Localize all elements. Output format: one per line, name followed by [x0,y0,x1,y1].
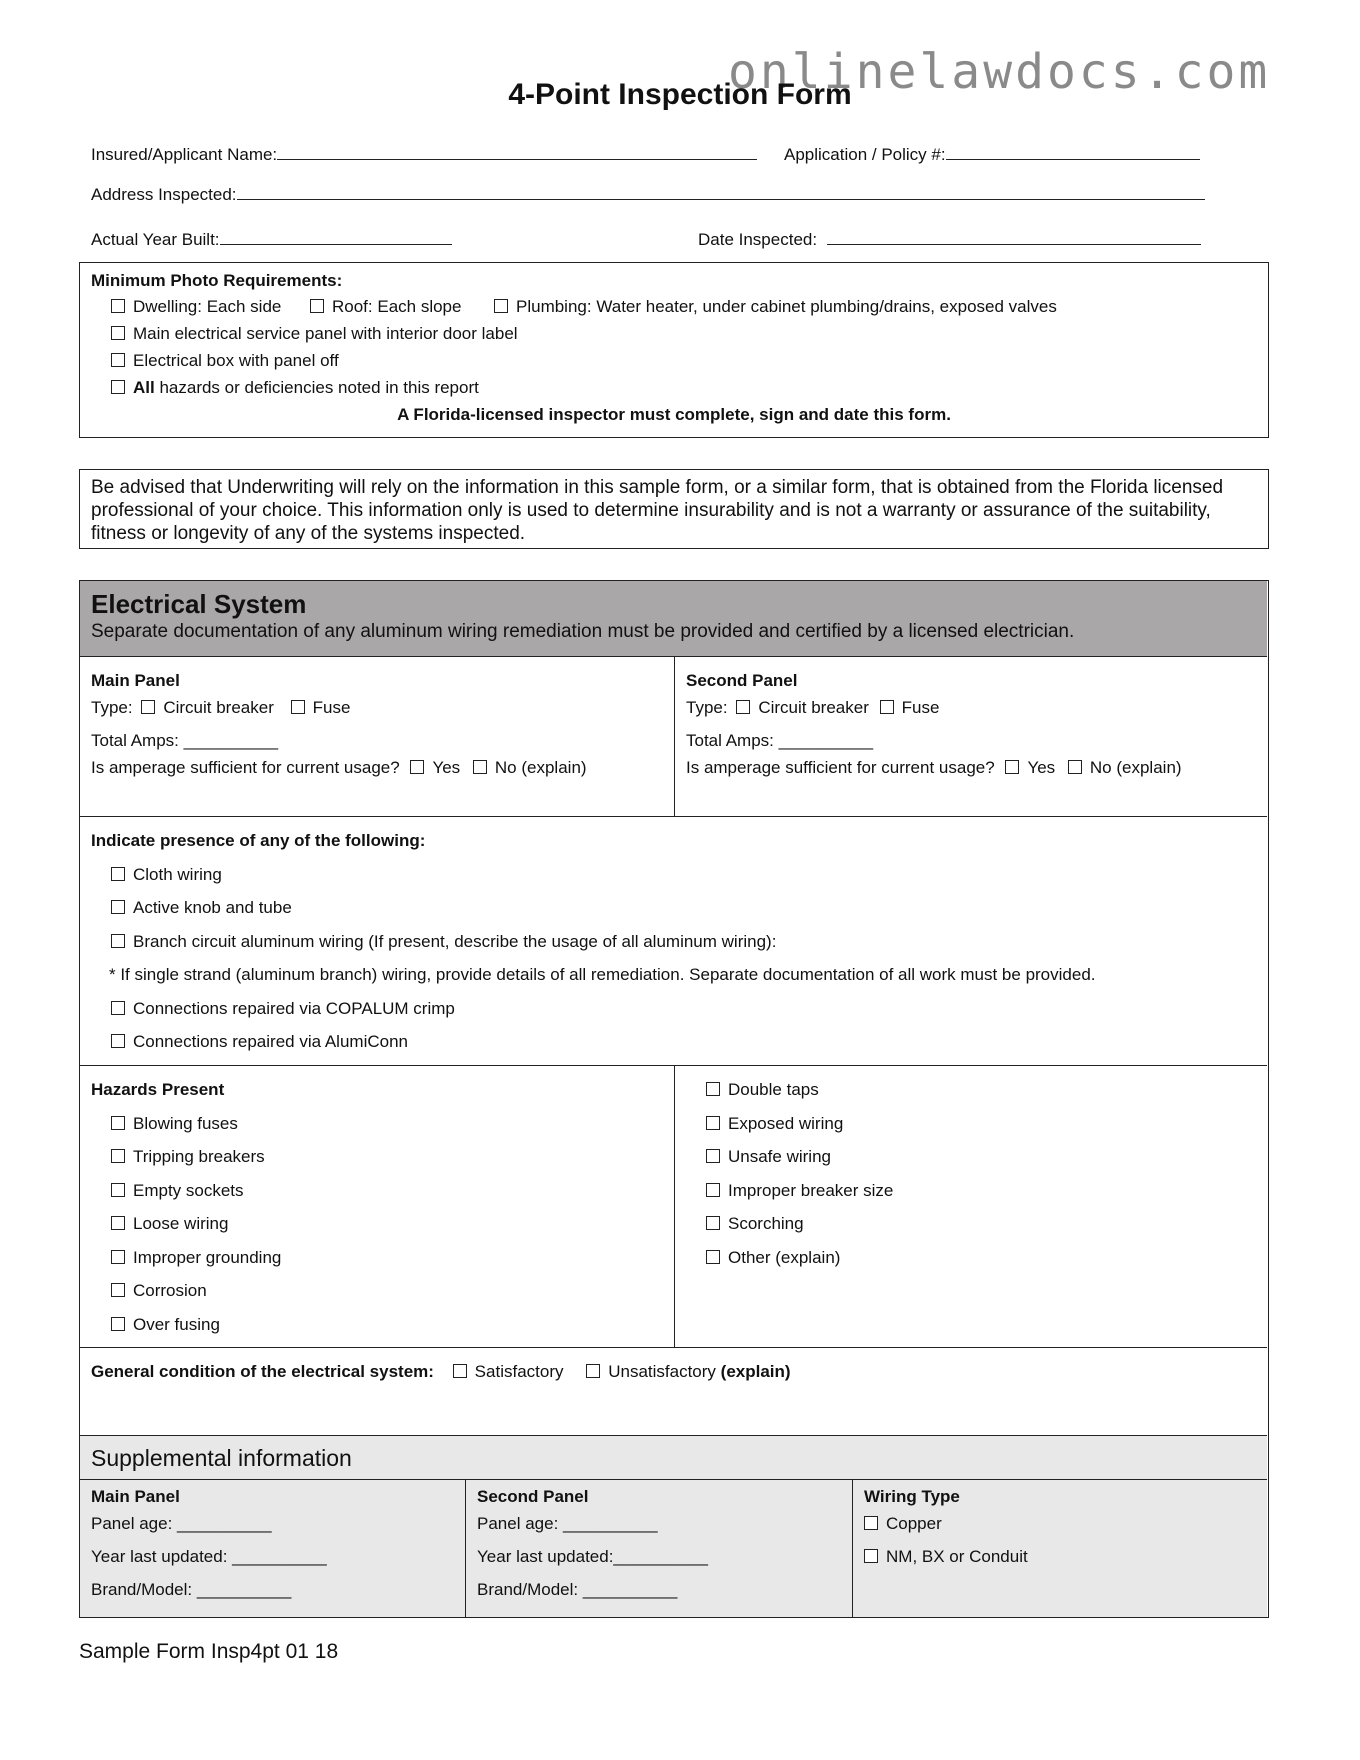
photo-hazards-item[interactable]: All hazards or deficiencies noted in this report [111,378,479,398]
copper-checkbox[interactable] [864,1516,878,1530]
alumiconn-item[interactable]: Connections repaired via AlumiConn [111,1032,408,1052]
insured-name-label: Insured/Applicant Name: [91,145,278,164]
main-panel-cell [80,657,675,817]
date-inspected-label: Date Inspected: [698,230,818,249]
hazard-checkbox[interactable] [111,1183,125,1197]
footer-form-id: Sample Form Insp4pt 01 18 [79,1640,339,1663]
year-built-label: Actual Year Built: [91,230,220,249]
hazard-item[interactable]: Other (explain) [706,1248,840,1268]
alumiconn-checkbox[interactable] [111,1034,125,1048]
supp-second-title: Second Panel [477,1487,589,1506]
hazards-left-cell [80,1066,675,1348]
photo-requirements-heading: Minimum Photo Requirements: [91,271,343,290]
photo-requirements-box [79,262,1269,438]
supplemental-main-panel [80,1480,466,1617]
aluminum-wiring-item[interactable]: Branch circuit aluminum wiring (If present, describe the usage of all aluminum wiring): [111,932,776,952]
hazard-checkbox[interactable] [706,1183,720,1197]
knob-tube-item[interactable]: Active knob and tube [111,898,292,918]
electrical-subheading: Separate documentation of any aluminum wiring remediation must be provided and certified by a licensed electrician. [91,621,1075,642]
hazard-checkbox[interactable] [111,1216,125,1230]
second-amperage-no-checkbox[interactable] [1068,760,1082,774]
hazard-item[interactable]: Blowing fuses [111,1114,238,1134]
policy-number-field[interactable] [784,143,1200,165]
hazard-item[interactable]: Unsafe wiring [706,1147,831,1167]
electrical-system-section [79,580,1269,1618]
hazard-item[interactable]: Improper breaker size [706,1181,893,1201]
hazard-checkbox[interactable] [111,1116,125,1130]
second-total-amps[interactable]: Total Amps: __________ [686,731,874,750]
satisfactory-checkbox[interactable] [453,1364,467,1378]
hazard-checkbox[interactable] [706,1082,720,1096]
second-amperage-row: Is amperage sufficient for current usage? Yes No (explain) [686,758,1182,777]
photo-main-panel-item[interactable]: Main electrical service panel with interior door label [111,324,518,344]
hazard-item[interactable]: Corrosion [111,1281,207,1301]
hazard-checkbox[interactable] [111,1283,125,1297]
supp-second-brand[interactable]: Brand/Model: __________ [477,1580,678,1599]
second-circuit-breaker-checkbox[interactable] [736,700,750,714]
main-total-amps[interactable]: Total Amps: __________ [91,731,279,750]
hazard-checkbox[interactable] [111,1317,125,1331]
aluminum-wiring-checkbox[interactable] [111,934,125,948]
wiring-type-title: Wiring Type [864,1487,960,1506]
watermark: onlinelawdocs.com [728,44,1271,100]
unsatisfactory-checkbox[interactable] [586,1364,600,1378]
copalum-item[interactable]: Connections repaired via COPALUM crimp [111,999,455,1019]
advisory-text: Be advised that Underwriting will rely on the information in this sample form, or a similar form, that is obtained from the Florida licensed professional of your choice. This information only is used to determine insurability and is not a warranty or assurance of the suitability, fitness or longevity of any of the systems inspected. [91,477,1224,544]
supplemental-heading: Supplemental information [91,1445,352,1471]
hazard-item[interactable]: Empty sockets [111,1181,244,1201]
photo-dwelling-item[interactable]: Dwelling: Each side [111,297,281,317]
hazard-checkbox[interactable] [706,1116,720,1130]
second-panel-title: Second Panel [686,671,798,690]
hazard-checkbox[interactable] [706,1149,720,1163]
supplemental-wiring-type [853,1480,1267,1617]
photo-electrical-box-item[interactable]: Electrical box with panel off [111,351,339,371]
hazard-item[interactable]: Over fusing [111,1315,220,1335]
policy-number-label: Application / Policy #: [784,145,946,164]
supplemental-second-panel [466,1480,853,1617]
copper-item[interactable]: Copper [864,1514,942,1534]
page-title: 4-Point Inspection Form [508,78,852,111]
supp-second-age[interactable]: Panel age: __________ [477,1514,658,1533]
hazard-item[interactable]: Scorching [706,1214,804,1234]
main-amperage-row: Is amperage sufficient for current usage? Yes No (explain) [91,758,587,777]
nm-bx-conduit-item[interactable]: NM, BX or Conduit [864,1547,1028,1567]
general-condition-row: General condition of the electrical system: Satisfactory Unsatisfactory (explain) [91,1362,791,1381]
hazard-item[interactable]: Improper grounding [111,1248,281,1268]
hazards-heading: Hazards Present [91,1080,225,1099]
hazard-checkbox[interactable] [111,1149,125,1163]
roof-checkbox[interactable] [310,299,324,313]
hazard-item[interactable]: Double taps [706,1080,819,1100]
cloth-wiring-item[interactable]: Cloth wiring [111,865,222,885]
hazard-checkbox[interactable] [111,1250,125,1264]
main-panel-photo-checkbox[interactable] [111,326,125,340]
hazard-checkbox[interactable] [706,1216,720,1230]
hazards-right-cell [675,1066,1267,1348]
nm-bx-conduit-checkbox[interactable] [864,1549,878,1563]
insured-name-field[interactable] [91,143,757,165]
main-panel-title: Main Panel [91,671,180,690]
photo-plumbing-item[interactable]: Plumbing: Water heater, under cabinet plumbing/drains, exposed valves [494,297,1057,317]
supp-main-age[interactable]: Panel age: __________ [91,1514,272,1533]
address-field[interactable] [91,183,1205,205]
date-inspected-field[interactable] [698,228,1201,250]
presence-heading: Indicate presence of any of the following: [91,831,426,850]
supplemental-header [80,1436,1267,1480]
hazard-checkbox[interactable] [706,1250,720,1264]
supp-main-brand[interactable]: Brand/Model: __________ [91,1580,292,1599]
year-built-field[interactable] [91,228,452,250]
supp-main-title: Main Panel [91,1487,180,1506]
electrical-header [80,581,1267,657]
supp-second-year[interactable]: Year last updated:__________ [477,1547,708,1566]
second-panel-type-row: Type: Circuit breaker Fuse [686,698,940,717]
hazards-photo-checkbox[interactable] [111,380,125,394]
main-circuit-breaker-checkbox[interactable] [141,700,155,714]
plumbing-checkbox[interactable] [494,299,508,313]
inspector-notice: A Florida-licensed inspector must complete, sign and date this form. [397,405,951,424]
main-amperage-yes-checkbox[interactable] [410,760,424,774]
electrical-box-checkbox[interactable] [111,353,125,367]
supp-main-year[interactable]: Year last updated: __________ [91,1547,327,1566]
electrical-heading: Electrical System [91,589,307,619]
photo-roof-item[interactable]: Roof: Each slope [310,297,461,317]
second-fuse-checkbox[interactable] [880,700,894,714]
presence-cell [80,817,1267,1066]
second-amperage-yes-checkbox[interactable] [1005,760,1019,774]
hazard-item[interactable]: Exposed wiring [706,1114,843,1134]
main-fuse-checkbox[interactable] [291,700,305,714]
main-panel-type-row: Type: Circuit breaker Fuse [91,698,351,717]
single-strand-note: * If single strand (aluminum branch) wiring, provide details of all remediation. Separate documentation of all work must be provided. [109,965,1096,984]
hazard-item[interactable]: Tripping breakers [111,1147,265,1167]
copalum-checkbox[interactable] [111,1001,125,1015]
hazard-item[interactable]: Loose wiring [111,1214,228,1234]
dwelling-checkbox[interactable] [111,299,125,313]
knob-tube-checkbox[interactable] [111,900,125,914]
advisory-box [79,469,1269,549]
main-amperage-no-checkbox[interactable] [473,760,487,774]
cloth-wiring-checkbox[interactable] [111,867,125,881]
general-condition-cell [80,1348,1267,1436]
address-label: Address Inspected: [91,185,237,204]
second-panel-cell [675,657,1267,817]
